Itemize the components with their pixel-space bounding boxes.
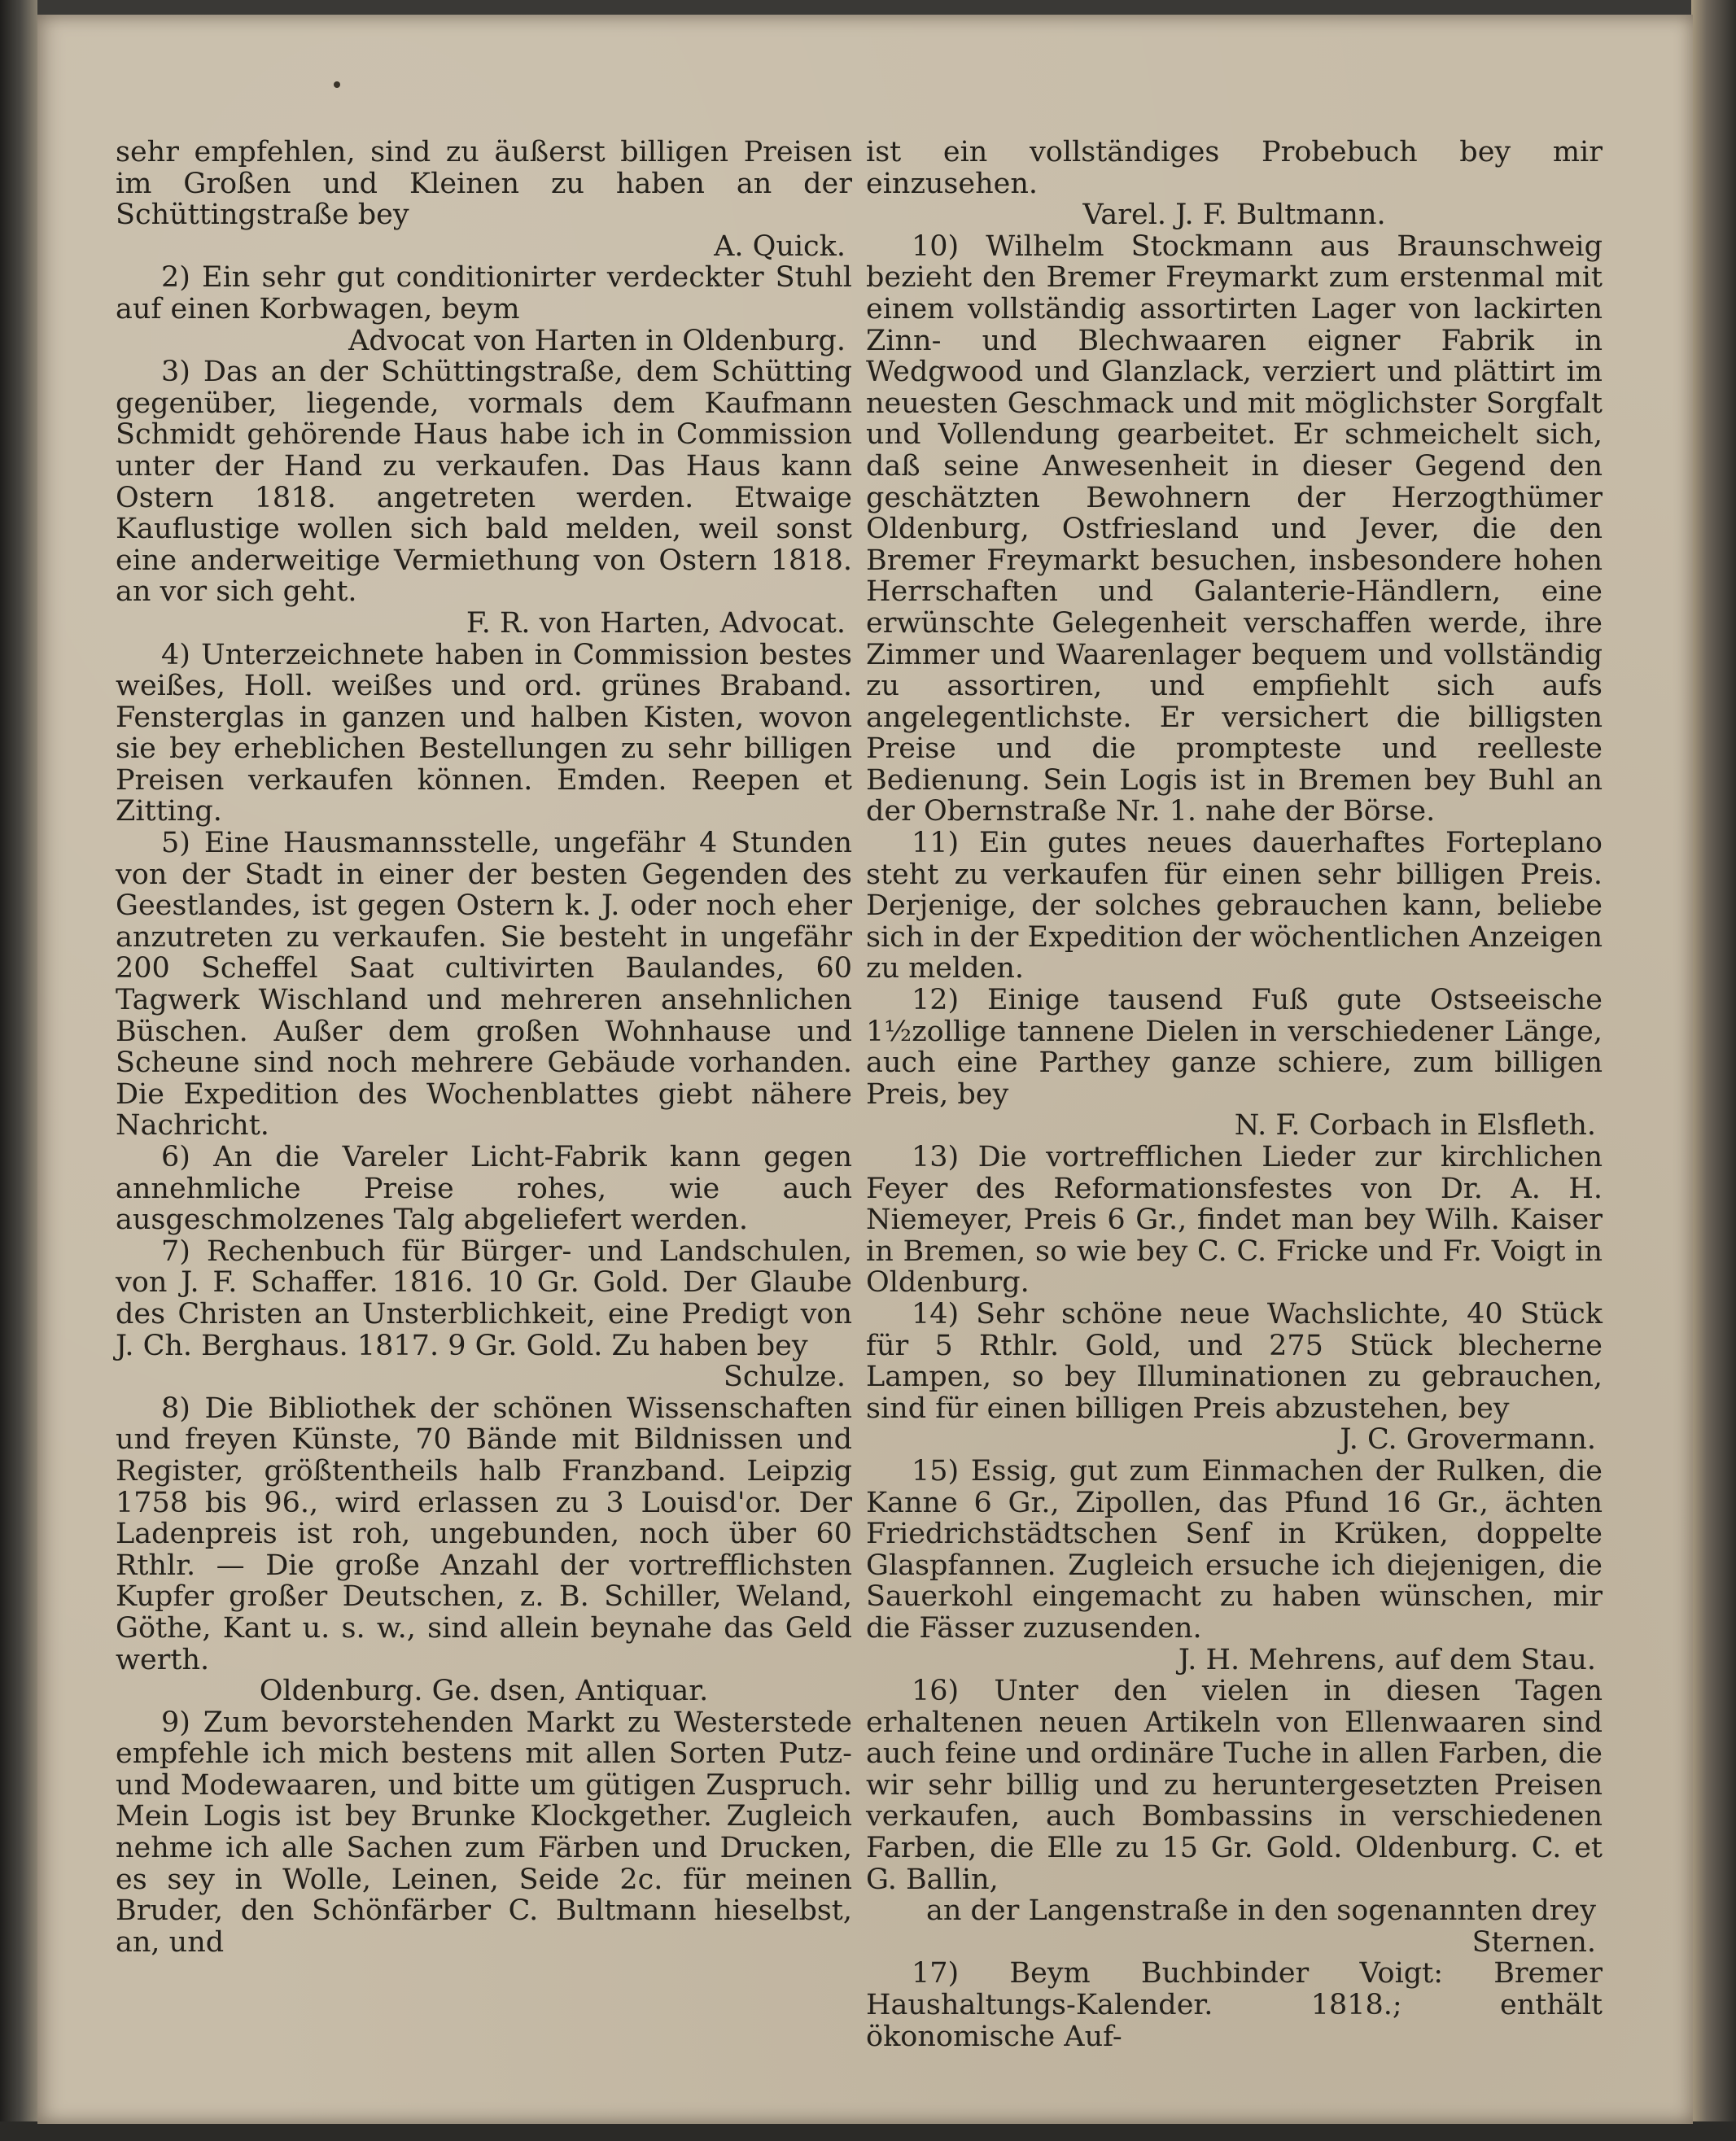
ink-dot bbox=[334, 81, 340, 88]
ad-12: 12) Einige tausend Fuß gute Ostseeische 1½zollige tannene Dielen in verschiedener Länge, auch eine Parthey ganze schiere, zum billigen Preis, bey N. F. Corbach in Elsfleth. bbox=[866, 984, 1603, 1143]
ad-2: 2) Ein sehr gut conditionirter verdeckter Stuhl auf einen Korbwagen, beym Advocat von Harten in Oldenburg. bbox=[116, 261, 852, 357]
ad-8: 8) Die Bibliothek der schönen Wissenschaften und freyen Künste, 70 Bände mit Bildnissen und Register, größtentheils halb Franzband. Leipzig 1758 bis 96., wird erlassen zu 3 Louisd'or. Der Ladenpreis ist roh, ungebunden, noch über 60 Rthlr. — Die große Anzahl der vortrefflichsten Kupfer großer Deutschen, z. B. Schiller, Weland, Göthe, Kant u. s. w., sind allein beynahe das Geld werth. Oldenburg. Ge. dsen, Antiquar. bbox=[116, 1392, 852, 1708]
ad-17: 17) Beym Buchbinder Voigt: Bremer Haushaltungs-Kalender. 1818.; enthält ökonomische Auf- bbox=[866, 1957, 1603, 2053]
book-page-edges-right bbox=[1691, 0, 1736, 2141]
ad-15: 15) Essig, gut zum Einmachen der Rulken, die Kanne 6 Gr., Zipollen, das Pfund 16 Gr., ächten Friedrichstädtschen Senf in Krüken, doppelte Glaspfannen. Zugleich ersuche ich diejenigen, die Sauerkohl eingemacht zu haben wünschen, mir die Fässer zuzusenden. J. H. Mehrens, auf dem Stau. bbox=[866, 1454, 1603, 1676]
ad-11: 11) Ein gutes neues dauerhaftes Forteplano steht zu verkaufen für einen sehr billigen Preis. Derjenige, der solches gebrauchen kann, beliebe sich in der Expedition der wöchentlichen Anzeigen zu melden. bbox=[866, 827, 1603, 985]
right-column bbox=[866, 137, 1603, 2052]
left-column bbox=[116, 137, 852, 1958]
ad-6: 6) An die Vareler Licht-Fabrik kann gegen annehmliche Preise rohes, wie auch ausgeschmolzenes Talg abgeliefert werden. bbox=[116, 1141, 852, 1237]
ad-continuation: ist ein vollständiges Probebuch bey mir einzusehen. Varel. J. F. Bultmann. bbox=[866, 136, 1603, 232]
book-bottom-edge bbox=[0, 2121, 1736, 2141]
ad-16: 16) Unter den vielen in diesen Tagen erhaltenen neuen Artikeln von Ellenwaaren sind auch feine und ordinäre Tuche in allen Farben, die wir sehr billig und zu heruntergesetzten Preisen verkaufen, auch Bombassins in verschiedenen Farben, die Elle zu 15 Gr. Gold. Oldenburg. C. et G. Ballin, an der Langenstraße in den sogenannten drey Sternen. bbox=[866, 1675, 1603, 1959]
book-binding-left bbox=[0, 0, 37, 2141]
newspaper-page bbox=[37, 15, 1693, 2124]
ad-continuation: sehr empfehlen, sind zu äußerst billigen Preisen im Großen und Kleinen zu haben an der Schüttingstraße bey A. Quick. bbox=[116, 136, 852, 263]
ad-3: 3) Das an der Schüttingstraße, dem Schütting gegenüber, liegende, vormals dem Kaufmann Schmidt gehörende Haus habe ich in Commission unter der Hand zu verkaufen. Das Haus kann Ostern 1818. angetreten werden. Etwaige Kauflustige wollen sich bald melden, weil sonst eine anderweitige Vermiethung von Ostern 1818. an vor sich geht. F. R. von Harten, Advocat. bbox=[116, 356, 852, 640]
ad-13: 13) Die vortrefflichen Lieder zur kirchlichen Feyer des Reformationsfestes von Dr. A. H. Niemeyer, Preis 6 Gr., findet man bey Wilh. Kaiser in Bremen, so wie bey C. C. Fricke und Fr. Voigt in Oldenburg. bbox=[866, 1141, 1603, 1300]
ad-5: 5) Eine Hausmannsstelle, ungefähr 4 Stunden von der Stadt in einer der besten Gegenden des Geestlandes, ist gegen Ostern k. J. oder noch eher anzutreten zu verkaufen. Sie besteht in ungefähr 200 Scheffel Saat cultivirten Baulandes, 60 Tagwerk Wischland und mehreren ansehnlichen Büschen. Außer dem großen Wohnhause und Scheune sind noch mehrere Gebäude vorhanden. Die Expedition des Wochenblattes giebt nähere Nachricht. bbox=[116, 827, 852, 1143]
ad-4: 4) Unterzeichnete haben in Commission bestes weißes, Holl. weißes und ord. grünes Braband. Fensterglas in ganzen und halben Kisten, wovon sie bey erheblichen Bestellungen zu sehr billigen Preisen verkaufen können. Emden. Reepen et Zitting. bbox=[116, 638, 852, 828]
ad-10: 10) Wilhelm Stockmann aus Braunschweig bezieht den Bremer Freymarkt zum erstenmal mit einem vollständig assortirten Lager von lackirten Zinn- und Blechwaaren eigner Fabrik in Wedgwood und Glanzlack, verziert und plättirt im neuesten Geschmack und mit möglichster Sorgfalt und Vollendung gearbeitet. Er schmeichelt sich, daß seine Anwesenheit in dieser Gegend den geschätzten Bewohnern der Herzogthümer Oldenburg, Ostfriesland und Jever, die den Bremer Freymarkt besuchen, insbesondere hohen Herrschaften und Galanterie-Händlern, eine erwünschte Gelegenheit verschaffen werde, ihre Zimmer und Waarenlager bequem und vollständig zu assortiren, und empfiehlt sich aufs angelegentlichste. Er versichert die billigsten Preise und die prompteste und reelleste Bedienung. Sein Logis ist in Bremen bey Buhl an der Obernstraße Nr. 1. nahe der Börse. bbox=[866, 229, 1603, 828]
ad-9: 9) Zum bevorstehenden Markt zu Westerstede empfehle ich mich bestens mit allen Sorten Putz- und Modewaaren, und bitte um gütigen Zuspruch. Mein Logis ist bey Brunke Klockgether. Zugleich nehme ich alle Sachen zum Färben und Drucken, es sey in Wolle, Leinen, Seide 2c. für meinen Bruder, den Schönfärber C. Bultmann hieselbst, an, und bbox=[116, 1706, 852, 1959]
ad-14: 14) Sehr schöne neue Wachslichte, 40 Stück für 5 Rthlr. Gold, und 275 Stück blecherne Lampen, so bey Illuminationen zu gebrauchen, sind für einen billigen Preis abzustehen, bey J. C. Grovermann. bbox=[866, 1297, 1603, 1457]
ad-7: 7) Rechenbuch für Bürger- und Landschulen, von J. F. Schaffer. 1816. 10 Gr. Gold. Der Glaube des Christen an Unsterblichkeit, eine Predigt von J. Ch. Berghaus. 1817. 9 Gr. Gold. Zu haben bey Schulze. bbox=[116, 1234, 852, 1394]
